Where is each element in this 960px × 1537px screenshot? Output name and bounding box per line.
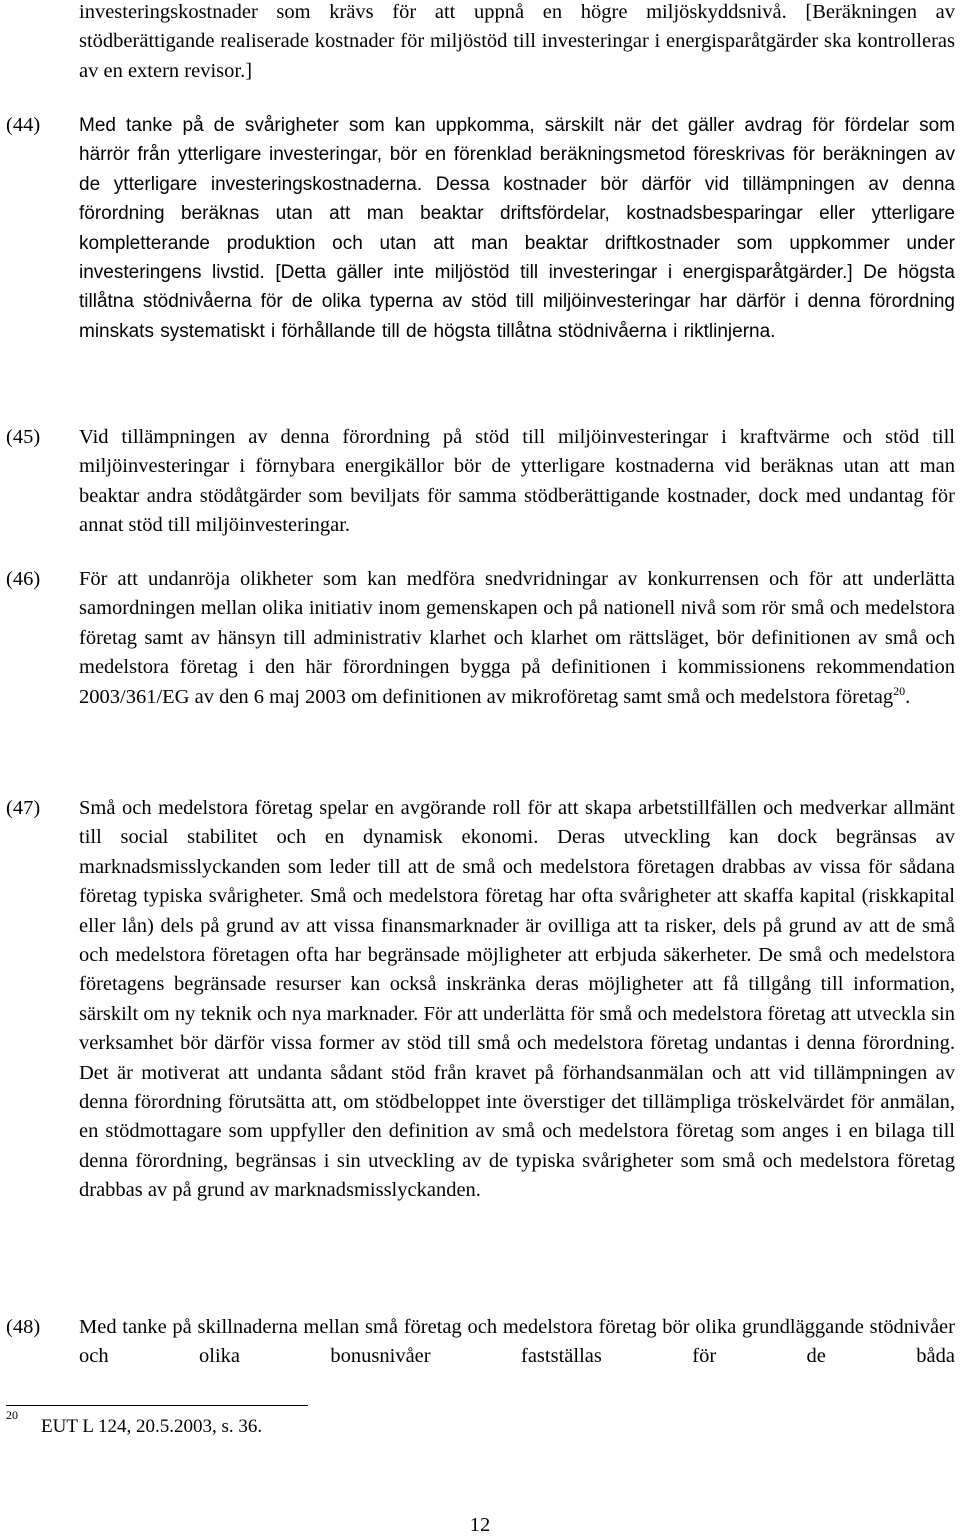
paragraph-45: [6, 423, 955, 541]
paragraph-text: [79, 565, 955, 712]
footnote-text: EUT L 124, 20.5.2003, s. 36.: [41, 1416, 263, 1437]
paragraph-44: [6, 111, 955, 346]
paragraph-47: [6, 794, 955, 1206]
footnote-separator: [6, 1405, 308, 1406]
paragraph-number: (44): [6, 114, 41, 136]
page-number: 12: [469, 1514, 491, 1536]
footnote-reference[interactable]: 20: [893, 683, 906, 698]
paragraph-number: (46): [6, 568, 41, 590]
paragraph-number: (45): [6, 426, 41, 448]
paragraph-text: Med tanke på de svårigheter som kan uppkomma, särskilt när det gäller avdrag för fördelar som härrör från ytterligare investeringar, bör en förenklad beräkningsmetod föreskrivas för beräkningen av de ytterligare investeringskostnaderna. Dessa kostnader bör därför vid tillämpningen av denna förordning beräknas utan att man beaktar driftsfördelar, kostnadsbesparingar eller ytterligare kompletterande produktion och utan att man beaktar driftkostnader som uppkommer under investeringens livstid. [Detta gäller inte miljöstöd till investeringar i energisparåtgärder.] De högsta tillåtna stödnivåerna för de olika typerna av stöd till miljöinvesteringar har därför i denna förordning minskats systematiskt i förhållande till de högsta tillåtna stödnivåerna i riktlinjerna.: [79, 115, 955, 342]
paragraph-text: Små och medelstora företag spelar en avgörande roll för att skapa arbetstillfällen och medverkar allmänt till social stabilitet och en dynamisk ekonomi. Deras utveckling kan dock begränsas av marknadsmisslyckanden som leder till att de små och medelstora företagen drabbas av vissa för sådana företag typiska svårigheter. Små och medelstora företag har ofta svårigheter att skaffa kapital (riskkapital eller lån) dels på grund av att vissa finansmarknader är ovilliga att ta risker, dels på grund av att de små och medelstora företagen ofta har begränsade möjligheter att erbjuda säkerheter. De små och medelstora företagens begränsade resurser kan också inskränka deras möjligheter att få tillgång till information, särskilt om ny teknik och nya marknader. För att underlätta för små och medelstora företag att utveckla sin verksamhet bör därför vissa former av stöd till små och medelstora företag undantas i denna förordning. Det är motiverat att undanta sådant stöd från kravet på förhandsanmälan och att vid tillämpningen av denna förordning förutsätta att, om stödbeloppet inte överstiger det tillämpliga tröskelvärdet för anmälan, en stödmottagare som uppfyller den definition av små och medelstora företag som anges i en bilaga till denna förordning, begränsas i sin utveckling av de typiska svårigheter som små och medelstora företag drabbas av på grund av marknadsmisslyckanden.: [79, 797, 955, 1202]
paragraph-number: (47): [6, 797, 41, 819]
paragraph-number: (48): [6, 1316, 41, 1338]
paragraph-text: Med tanke på skillnaderna mellan små företag och medelstora företag bör olika grundläggande stödnivåer och olika bonusnivåer fastställas för de båda: [79, 1316, 955, 1368]
paragraph-tail: .: [905, 685, 911, 708]
paragraph-text: Vid tillämpningen av denna förordning på stöd till miljöinvesteringar i kraftvärme och stöd till miljöinvesteringar i förnybara energikällor bör de ytterligare kostnaderna vid beräknas utan att man beaktar andra stödåtgärder som beviljats för samma stödberättigande kostnader, dock med undantag för annat stöd till miljöinvesteringar.: [79, 426, 955, 537]
footnote-mark: 20: [6, 1408, 18, 1422]
paragraph-body: För att undanröja olikheter som kan medföra snedvridningar av konkurrensen och för att underlätta samordningen mellan olika initiativ inom gemenskapen och på nationell nivå som rör små och medelstora företag samt av hänsyn till administrativ klarhet och klarhet om rättsläget, bör definitionen av små och medelstora företag i den här förordningen bygga på definitionen i kommissionens rekommendation 2003/361/EG av den 6 maj 2003 om definitionen av mikroföretag samt små och medelstora företag: [79, 568, 955, 708]
paragraph-48: [6, 1313, 955, 1372]
paragraph-46: [6, 565, 955, 712]
continuation-text: investeringskostnader som krävs för att uppnå en högre miljöskyddsnivå. [Beräkningen av stödberättigande realiserade kostnader för miljöstöd till investeringar i energisparåtgärder ska kontrolleras av en extern revisor.]: [79, 1, 955, 82]
